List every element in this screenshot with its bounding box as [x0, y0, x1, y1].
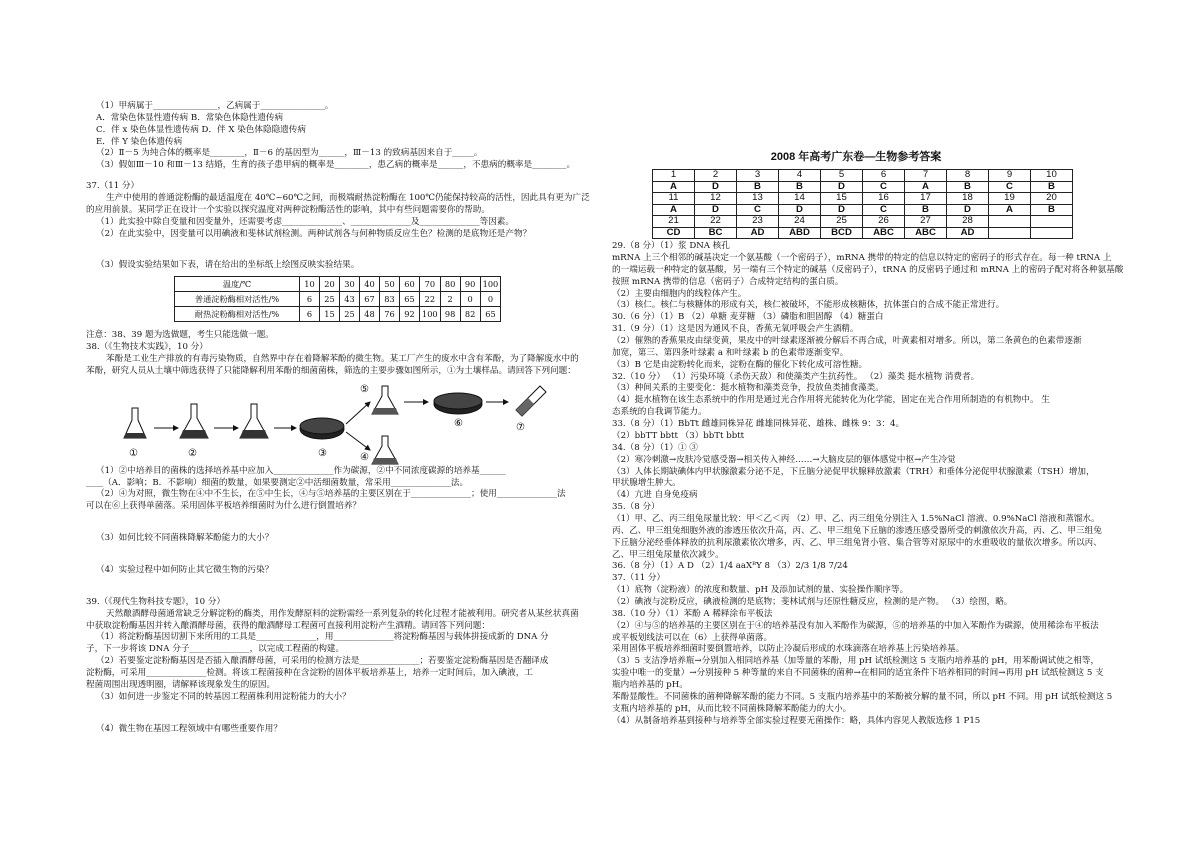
q39-heading: 39.（《现代生物科技专题》，10 分）: [86, 596, 226, 607]
table-cell: B: [947, 181, 989, 193]
q36-line: （1）甲病属于_______________，乙病属于_______________。: [96, 101, 334, 111]
table-cell: 24: [779, 216, 821, 228]
table-cell: A: [905, 181, 947, 193]
answer-line: （2）催熟的香蕉果皮由绿变黄，果皮中的叶绿素逐渐被分解后不再合成，叶黄素相对增多。所以，第二条黄色的色素带逐渐: [612, 336, 1082, 347]
answer-explanations: [612, 241, 1124, 727]
temperature-activity-table: [174, 276, 501, 322]
elective-note: 注意：38、39 题为选做题，考生只能选做一题。: [86, 330, 274, 341]
answer-line: 32.（10 分） （1）污染环境（杀伤天敌）和使藻类产生抗药性。 （2）藻类 挺水植物 消费者。: [612, 371, 980, 382]
table-cell: 13: [737, 193, 779, 205]
table-cell: BCD: [821, 227, 863, 239]
answer-line: （3）5 支洁净培养瓶→分别加入相同培养基（加等量的苯酚，用 pH 试纸检测这 5 支瓶内培养基的 pH，用苯酚调试使之相等，: [612, 656, 1100, 667]
table-cell: 9: [989, 170, 1031, 182]
table-row-label: 耐热淀粉酶相对活性/%: [175, 307, 300, 322]
table-cell: 20: [1031, 193, 1073, 205]
table-cell: 0: [460, 292, 480, 307]
table-cell: 25: [821, 216, 863, 228]
table-cell: 40: [360, 277, 380, 292]
q37-heading: 37.（11 分）: [86, 181, 140, 192]
table-cell: [1031, 227, 1073, 239]
table-cell: ABC: [863, 227, 905, 239]
answer-line: （4）亢进 自身免疫病: [612, 490, 698, 501]
answer-line: 或平板划线法可以在（6）上获得单菌落。: [612, 632, 773, 643]
q37-line: （3）假设实验结果如下表，请在给出的坐标纸上绘图反映实验结果。: [96, 260, 360, 271]
q36-line: C．伴 x 染色体显性遗传病 D．伴 X 染色体隐隐遗传病: [96, 124, 306, 135]
flask-icon: [240, 404, 268, 438]
table-cell: ABD: [779, 227, 821, 239]
table-cell: 12: [695, 193, 737, 205]
table-cell: 83: [380, 292, 400, 307]
table-cell: BC: [695, 227, 737, 239]
q36-line: A．常染色体显性遗传病 B．常染色体隐性遗传病: [96, 112, 284, 123]
table-cell: 50: [380, 277, 400, 292]
q36-line: （3）假如Ⅲ－10 和Ⅲ－13 结婚，生育的孩子患甲病的概率是________，患乙病的概率是______，不患病的概率是________。: [96, 160, 576, 171]
q37-line: （2）在此实验中，因变量可以用碘液和斐林试剂检测。两种试剂各与何种物质反应生色？检测的是底物还是产物？: [96, 228, 532, 239]
step-label: ④: [360, 451, 369, 463]
table-row: [653, 227, 1073, 239]
table-cell: 11: [653, 193, 695, 205]
q38-line: （2）④为对照，微生物在④中不生长，在⑤中生长，④与⑤培养基的主要区别在于______________；使用______________法: [96, 489, 566, 500]
answer-line: 38.（10 分）（1）苯酚 A 稀释涂布平板法: [612, 608, 773, 619]
table-cell: 100: [480, 277, 501, 292]
answer-line: 35.（8 分）: [612, 502, 660, 513]
answer-line: （1）底物（淀粉液）的浓度和数量、pH 及添加试剂的量、实验操作顺序等。: [612, 585, 909, 596]
table-cell: 10: [1031, 170, 1073, 182]
table-cell: 60: [400, 277, 420, 292]
q36-block: [86, 101, 592, 172]
q39-line: 天然酿酒酵母菌通常缺乏分解淀粉的酶类，用作发酵原料的淀粉需经一系列复杂的转化过程才能被利用。研究者从某丝状真菌: [106, 608, 579, 619]
right-column: [612, 0, 1124, 727]
table-cell: D: [779, 204, 821, 216]
table-row: [175, 307, 501, 322]
table-cell: 82: [460, 307, 480, 322]
table-cell: AD: [737, 227, 779, 239]
test-tube-icon: [516, 386, 546, 416]
answer-line: 29.（8 分）（1）浆 DNA 核孔: [612, 241, 730, 252]
q39-line: 淀粉酶，可采用______________检测。将该工程菌接种在含淀粉的固体平板培养基上，培养一定时间后，加入碘液，工: [86, 668, 533, 679]
q39-line: （3）如何进一步鉴定不同的转基因工程菌株利用淀粉能力的大小？: [96, 691, 351, 702]
table-header-cell: 温度/℃: [175, 277, 300, 292]
answer-line: mRNA 上三个相邻的碱基决定一个氨基酸（一个密码子），mRNA 携带的特定的信息以特定的密码子的形式存在。每一种 tRNA 上: [612, 253, 1112, 264]
table-cell: [989, 227, 1031, 239]
answer-line: 苯酚显酸性。不同菌株的菌种降解苯酚的能力不同。5 支瓶内培养基中的苯酚被分解的量不同，所以 pH 不同。用 pH 试纸检测这 5: [612, 691, 1113, 702]
table-cell: 48: [360, 307, 380, 322]
q38-line: ____（A．影响；B．不影响）细菌的数量，如果要测定②中活细菌数量，常采用______________法。: [86, 477, 469, 488]
table-row: [653, 170, 1073, 182]
answer-line: 瓶内培养基的 pH。: [612, 679, 688, 690]
table-cell: D: [695, 204, 737, 216]
table-cell: 20: [320, 277, 340, 292]
table-cell: B: [1031, 204, 1073, 216]
table-cell: 65: [400, 292, 420, 307]
step-label: ⑦: [516, 421, 525, 433]
step-label: ②: [188, 447, 197, 459]
table-cell: 23: [737, 216, 779, 228]
answer-line: 34.（8 分）（1）① ③: [612, 442, 698, 453]
q39-line: 中获取淀粉酶基因并转入酿酒酵母菌，获得的酿酒酵母工程菌可直接利用淀粉产生酒精。请回答下列问题：: [86, 620, 490, 631]
arrow-icon: [346, 402, 370, 424]
answer-line: 加宽，第三、第四条叶绿素 a 和叶绿素 b 的色素带逐渐变窄。: [612, 347, 849, 358]
table-cell: AD: [947, 227, 989, 239]
table-cell: 65: [480, 307, 501, 322]
answer-line: （3）种间关系的主要变化：挺水植物和藻类竞争，投放鱼类捕食藻类。: [612, 383, 884, 394]
answer-line: 采用固体平板培养细菌时要倒置培养，以防止冷凝后形成的水珠滴落在培养基上污染培养基。: [612, 644, 965, 655]
answer-line: （2）主要由细胞内的线粒体产生。: [612, 288, 747, 299]
answer-line: （3）核仁。核仁与核糖体的形成有关，核仁被破坏，不能形成核糖体，抗体蛋白的合成不能正常进行。: [612, 300, 1005, 311]
table-cell: D: [947, 204, 989, 216]
petri-dish-icon: [300, 418, 344, 439]
answer-line: （4）挺水植物在该生态系统中的作用是通过光合作用将光能转化为化学能，固定在光合作用所制造的有机物中。 生: [612, 395, 1050, 406]
arrow-icon: [346, 432, 370, 450]
answer-line: 丙、乙、甲三组兔细胞外液的渗透压依次升高，丙、乙、甲三组兔下丘脑的渗透压感受器所受的刺激依次升高，丙、乙、甲三组兔: [612, 525, 1102, 536]
table-cell: 22: [695, 216, 737, 228]
table-cell: 92: [400, 307, 420, 322]
table-cell: 3: [737, 170, 779, 182]
table-cell: A: [653, 181, 695, 193]
table-cell: 6: [863, 170, 905, 182]
table-cell: 25: [340, 307, 360, 322]
answer-line: （2）碘液与淀粉反应，碘液检测的是底物；斐林试剂与还原性糖反应，检测的是产物。 （3）绘图，略。: [612, 596, 1013, 607]
table-cell: 6: [300, 292, 320, 307]
q37-block: [86, 181, 592, 272]
table-cell: 26: [863, 216, 905, 228]
table-cell: 0: [480, 292, 501, 307]
q37-line: 生产中使用的普通淀粉酶的最适温度在 40℃~60℃之间，而极端耐热淀粉酶在 100℃仍能保持较高的活性，因此具有更为广泛: [106, 193, 590, 204]
answer-line: 实验中唯一的变量）→分别接种 5 种等量的来自不同菌株的菌种→在相同的适宜条件下培养相同的时间→再用 pH 试纸检测这 5 支: [612, 668, 1104, 679]
answer-line: （2）④与⑤的培养基的主要区别在于④的培养基没有加入苯酚作为碳源，⑤的培养基的中加入苯酚作为碳源，使用稀涂布平板法: [612, 620, 1099, 631]
table-cell: C: [863, 181, 905, 193]
table-cell: 14: [779, 193, 821, 205]
table-cell: [1031, 216, 1073, 228]
table-cell: 100: [420, 307, 441, 322]
flask-icon: [372, 436, 398, 464]
table-cell: 90: [460, 277, 480, 292]
step-label: ①: [129, 447, 138, 459]
q38-questions: [86, 466, 592, 577]
table-cell: A: [989, 204, 1031, 216]
table-cell: 10: [300, 277, 320, 292]
table-row: [653, 216, 1073, 228]
table-cell: C: [989, 181, 1031, 193]
table-cell: B: [905, 204, 947, 216]
table-cell: 22: [420, 292, 441, 307]
answer-line: 37.（11 分）: [612, 573, 666, 584]
table-row-label: 普通淀粉酶相对活性/%: [175, 292, 300, 307]
petri-dish-icon: [434, 393, 482, 414]
table-cell: 27: [905, 216, 947, 228]
table-cell: 19: [989, 193, 1031, 205]
table-cell: 17: [905, 193, 947, 205]
q39-line: 子，下一步将该 DNA 分子______________，以完成工程菌的构建。: [86, 644, 345, 655]
q39-line: 程菌周围出现透明圈，请解释该现象发生的原因。: [86, 679, 276, 690]
table-cell: 16: [863, 193, 905, 205]
table-row: [175, 292, 501, 307]
table-cell: 21: [653, 216, 695, 228]
q39-line: （1）将淀粉酶基因切割下来所用的工具是______________，用______________将淀粉酶基因与载体拼接成新的 DNA 分: [96, 632, 549, 643]
table-cell: 25: [320, 292, 340, 307]
table-cell: C: [863, 204, 905, 216]
table-cell: 7: [905, 170, 947, 182]
q38-line: （4）实验过程中如何防止其它微生物的污染？: [96, 565, 274, 576]
left-column: [86, 0, 592, 736]
table-cell: 2: [440, 292, 460, 307]
table-cell: 8: [947, 170, 989, 182]
table-cell: 70: [420, 277, 441, 292]
answer-line: 31.（9 分）（1）这是因为通风不良，香蕉无氧呼吸会产生酒精。: [612, 324, 859, 335]
q39-line: （4）微生物在基因工程领域中有哪些重要作用？: [96, 723, 282, 734]
table-cell: 5: [821, 170, 863, 182]
step-label: ⑥: [454, 417, 463, 429]
answer-line: （2）寒冷刺激→皮肤冷觉感受器→相关传入神经……→大脑皮层的躯体感觉中枢→产生冷觉: [612, 454, 956, 465]
table-cell: 2: [695, 170, 737, 182]
q38-line: 苯酚，研究人员从土壤中筛选获得了只能降解利用苯酚的细菌菌株，筛选的主要步骤如图所示，①为土壤样品。请回答下列问题：: [86, 365, 576, 376]
table-cell: CD: [653, 227, 695, 239]
table-cell: 67: [360, 292, 380, 307]
q38-line: 苯酚是工业生产排放的有毒污染物质，自然界中存在着降解苯酚的微生物。某工厂产生的废水中含有苯酚，为了降解废水中的: [106, 354, 579, 365]
answer-line: 支瓶内培养基的 pH，从而比较不同菌株降解苯酚能力的大小。: [612, 703, 852, 714]
table-cell: [989, 216, 1031, 228]
step-label: ⑤: [360, 383, 369, 395]
table-cell: 43: [340, 292, 360, 307]
table-cell: 15: [821, 193, 863, 205]
step-label: ③: [318, 447, 327, 459]
table-cell: ABC: [905, 227, 947, 239]
table-row: [653, 181, 1073, 193]
q38-line: （3）如何比较不同菌株降解苯酚能力的大小？: [96, 533, 274, 544]
flask-icon: [372, 386, 398, 414]
q38-heading: 38.（《生物技术实践》，10 分）: [86, 342, 208, 353]
answer-line: 的一端运载一种特定的氨基酸，另一端有三个特定的碱基（反密码子），tRNA 的反密码子通过和 mRNA 上的密码子配对将各种氨基酸: [612, 264, 1124, 275]
q36-line: E．伴 Y 染色体遗传病: [96, 136, 183, 147]
table-header-row: [175, 277, 501, 292]
flask-icon: [124, 408, 146, 438]
answer-line: 甲状腺增生肿大。: [612, 478, 681, 489]
table-cell: 1: [653, 170, 695, 182]
answer-line: 33.（8 分）（1）BbTt 雌雄同株异花 雌雄同株异花、雄株、雌株 9：3：4。: [612, 419, 905, 430]
table-row: [653, 204, 1073, 216]
table-cell: 76: [380, 307, 400, 322]
answer-line: （1）甲、乙、丙三组兔尿量比较：甲＜乙＜丙 （2）甲、乙、丙三组兔分别注入 1.5%NaCl 溶液、0.9%NaCl 溶液和蒸馏水。: [612, 513, 1100, 524]
table-cell: D: [821, 181, 863, 193]
table-cell: B: [1031, 181, 1073, 193]
answer-line: 乙、甲三组兔尿量依次减少。: [612, 549, 724, 560]
answer-line: 按照 mRNA 携带的信息（密码子）合成特定结构的蛋白质。: [612, 276, 844, 287]
q39-block: [86, 597, 592, 736]
screening-flow-diagram: [116, 380, 556, 466]
flask-icon: [180, 404, 208, 438]
answer-line: （2）bbTT bbtt （3）bbTt bbtt: [612, 430, 745, 441]
table-row: [653, 193, 1073, 205]
table-cell: 28: [947, 216, 989, 228]
table-cell: 4: [779, 170, 821, 182]
table-cell: B: [737, 181, 779, 193]
table-cell: C: [737, 204, 779, 216]
answer-line: 30.（6 分）（1）B （2）单糖 麦芽糖 （3）磷脂和胆固醇 （4）糖蛋白: [612, 312, 884, 323]
table-cell: 98: [440, 307, 460, 322]
answer-key-table: [652, 169, 1073, 239]
answer-line: （4）从制备培养基到接种与培养等全部实验过程要无菌操作：略，具体内容见人教版选修 1 P15: [612, 715, 981, 726]
q39-line: （2）若要鉴定淀粉酶基因是否插入酿酒酵母菌，可采用的检测方法是______________；若要鉴定淀粉酶基因是否翻译成: [96, 656, 549, 667]
q38-line: 可以在⑥上获得单菌落。采用固体平板培养细菌时为什么进行倒置培养？: [86, 501, 362, 512]
table-cell: 6: [300, 307, 320, 322]
table-cell: D: [695, 181, 737, 193]
q37-line: 的应用前景。某同学正在设计一个实验以探究温度对两种淀粉酶活性的影响，其中有些问题需要你的帮助。: [86, 204, 490, 215]
answer-line: 态系统的自我调节能力。: [612, 407, 707, 418]
table-cell: 80: [440, 277, 460, 292]
answer-line: 36.（8 分）（1）A D （2）1/4 aaXᴮY 8 （3）2/3 1/8 7/24: [612, 561, 848, 572]
answer-line: （3）人体长期缺碘体内甲状腺激素分泌不足，下丘脑分泌促甲状腺释放激素（TRH）和垂体分泌促甲状腺激素（TSH）增加，: [612, 466, 1095, 477]
table-cell: A: [653, 204, 695, 216]
table-cell: D: [821, 204, 863, 216]
answer-line: 下丘脑分泌经垂体释放的抗利尿激素依次增多，丙、乙、甲三组兔肾小管、集合管等对原尿中的水重吸收的量依次增多。所以丙、: [612, 537, 1102, 548]
q38-line: （1）②中培养目的菌株的选择培养基中应加入______________作为碳源，②中不同浓度碳源的培养基______: [96, 465, 506, 476]
q37-line: （1）此实验中除自变量和因变量外，还需要考虑______________、______________及______________等因素。: [96, 216, 514, 227]
answer-line: （3）B 它是由淀粉转化而来，淀粉在酶的催化下转化成可溶性糖。: [612, 359, 868, 370]
table-cell: 30: [340, 277, 360, 292]
table-cell: 15: [320, 307, 340, 322]
q36-line: （2）Ⅱ－5 为纯合体的概率是________，Ⅱ－6 的基因型为______，Ⅲ－13 的致病基因来自于_____。: [96, 148, 483, 159]
answer-key-title: 2008 年高考广东卷—生物参考答案: [770, 151, 942, 163]
table-cell: B: [779, 181, 821, 193]
table-cell: 18: [947, 193, 989, 205]
